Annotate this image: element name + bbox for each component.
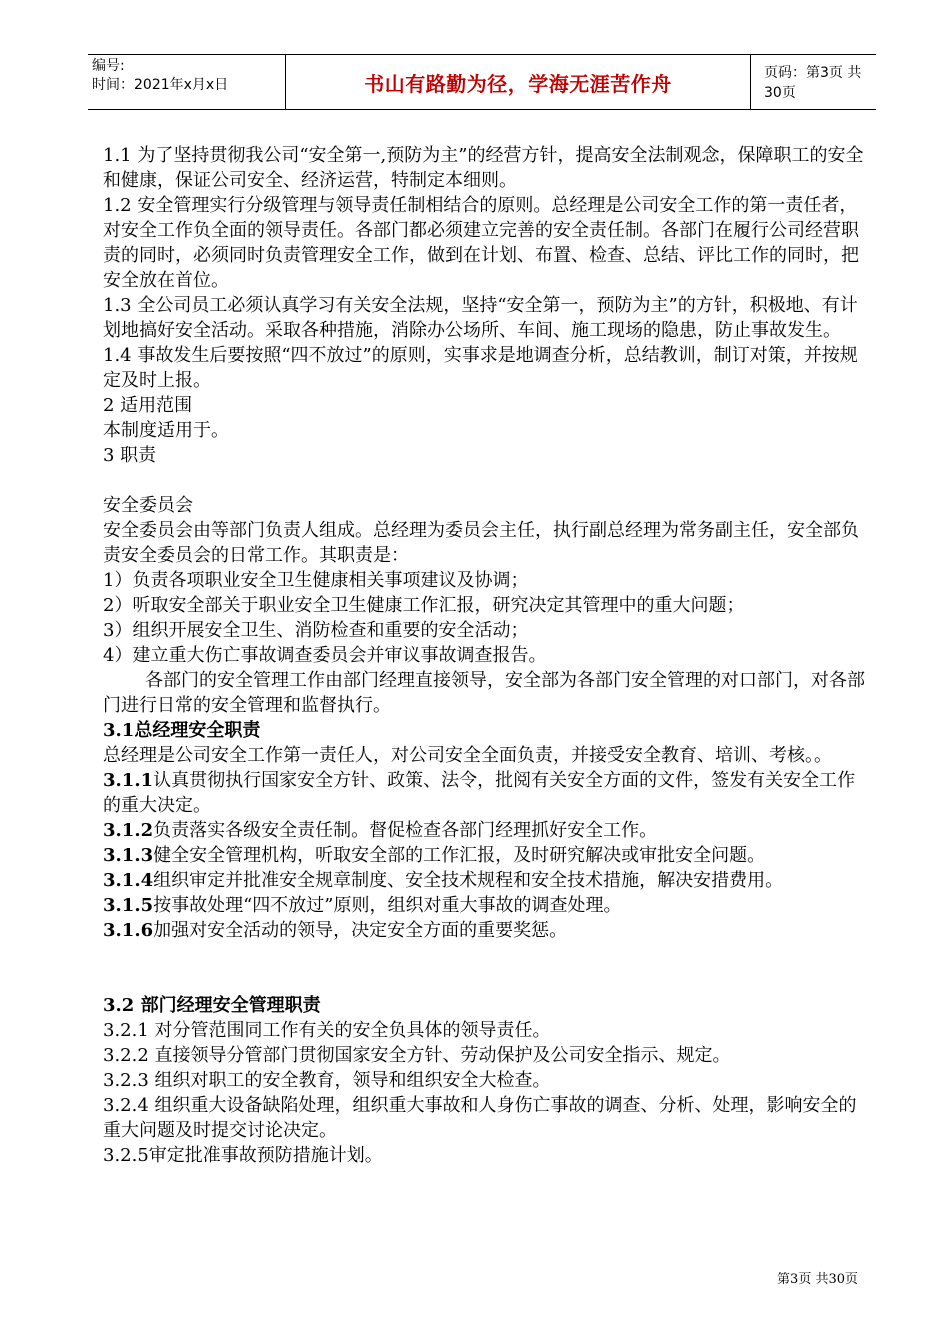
item-3-1-6-text: 加强对安全活动的领导，决定安全方面的重要奖惩。 — [153, 920, 568, 941]
page-header — [88, 54, 876, 110]
committee-duty-2: 2）听取安全部关于职业安全卫生健康工作汇报，研究决定其管理中的重大问题； — [103, 595, 745, 616]
committee-duty-4: 4）建立重大伤亡事故调查委员会并审议事故调查报告。 — [103, 645, 547, 666]
section-3-2-heading: 3.2 部门经理安全管理职责 — [103, 995, 321, 1016]
item-3-1-3-text: 健全安全管理机构，听取安全部的工作汇报，及时研究解决或审批安全问题。 — [153, 845, 766, 866]
header-motto: 书山有路勤为径，学海无涯苦作舟 — [364, 71, 672, 96]
item-3-2-3: 3.2.3 组织对职工的安全教育，领导和组织安全大检查。 — [103, 1070, 551, 1091]
committee-duty-1: 1）负责各项职业安全卫生健康相关事项建议及协调； — [103, 570, 529, 591]
document-body — [103, 143, 865, 1168]
section-2-text: 本制度适用于。 — [103, 420, 229, 441]
item-3-2-5: 3.2.5审定批准事故预防措施计划。 — [103, 1145, 383, 1166]
section-3-1-heading: 3.1总经理安全职责 — [103, 720, 261, 741]
header-time: 时间：2021年x月x日 — [92, 77, 229, 93]
item-3-1-1 — [103, 768, 865, 818]
item-3-1-6 — [103, 918, 865, 943]
section-3-heading: 3 职责 — [103, 445, 157, 466]
section-2-heading: 2 适用范围 — [103, 395, 193, 416]
item-3-1-5 — [103, 893, 865, 918]
committee-duty-3: 3）组织开展安全卫生、消防检查和重要的安全活动； — [103, 620, 529, 641]
item-3-1-5-text: 按事故处理“四不放过”原则，组织对重大事故的调查处理。 — [153, 895, 622, 916]
header-number: 编号: — [92, 58, 125, 74]
paragraph-1-4: 1.4 事故发生后要按照“四不放过”的原则，实事求是地调查分析，总结教训，制订对策，并按规定及时上报。 — [103, 345, 858, 391]
item-3-1-6-number: 3.1.6 — [103, 920, 154, 941]
item-3-1-3-number: 3.1.3 — [103, 845, 154, 866]
paragraph-1-1: 1.1 为了坚持贯彻我公司“安全第一,预防为主”的经营方针，提高安全法制观念，保障职工的安全和健康，保证公司安全、经济运营，特制定本细则。 — [103, 145, 864, 191]
item-3-1-2-text: 负责落实各级安全责任制。督促检查各部门经理抓好安全工作。 — [153, 820, 658, 841]
department-text: 各部门的安全管理工作由部门经理直接领导，安全部为各部门安全管理的对口部门，对各部门进行日常的安全管理和监督执行。 — [103, 670, 865, 716]
header-motto-cell — [286, 55, 751, 109]
paragraph-1-2: 1.2 安全管理实行分级管理与领导责任制相结合的原则。总经理是公司安全工作的第一责任者，对安全工作负全面的领导责任。各部门都必须建立完善的安全责任制。各部门在履行公司经营职责的同时，必须同时负责管理安全工作，做到在计划、布置、检查、总结、评比工作的同时，把安全放在首位。 — [103, 195, 859, 291]
section-3-1-text: 总经理是公司安全工作第一责任人，对公司安全全面负责，并接受安全教育、培训、考核。。 — [103, 745, 832, 766]
item-3-1-2 — [103, 818, 865, 843]
paragraph-1-3: 1.3 全公司员工必须认真学习有关安全法规，坚持“安全第一，预防为主”的方针，积极地、有计划地搞好安全活动。采取各种措施，消除办公场所、车间、施工现场的隐患，防止事故发生。 — [103, 295, 858, 341]
item-3-2-1: 3.2.1 对分管范围同工作有关的安全负具体的领导责任。 — [103, 1020, 551, 1041]
item-3-2-2: 3.2.2 直接领导分管部门贯彻国家安全方针、劳动保护及公司安全指示、规定。 — [103, 1045, 731, 1066]
item-3-1-5-number: 3.1.5 — [103, 895, 154, 916]
item-3-1-1-text: 认真贯彻执行国家安全方针、政策、法令，批阅有关安全方面的文件，签发有关安全工作的重大决定。 — [103, 770, 856, 816]
item-3-1-4 — [103, 868, 865, 893]
header-meta — [88, 55, 286, 109]
item-3-2-4: 3.2.4 组织重大设备缺陷处理，组织重大事故和人身伤亡事故的调查、分析、处理，影响安全的重大问题及时提交讨论决定。 — [103, 1095, 857, 1141]
item-3-1-2-number: 3.1.2 — [103, 820, 154, 841]
item-3-1-4-number: 3.1.4 — [103, 870, 154, 891]
item-3-1-4-text: 组织审定并批准安全规章制度、安全技术规程和安全技术措施，解决安措费用。 — [153, 870, 784, 891]
committee-title: 安全委员会 — [103, 495, 193, 516]
header-page-number: 页码：第3页 共30页 — [764, 65, 862, 101]
item-3-1-3 — [103, 843, 865, 868]
committee-text: 安全委员会由等部门负责人组成。总经理为委员会主任，执行副总经理为常务副主任，安全部负责安全委员会的日常工作。其职责是： — [103, 520, 859, 566]
item-3-1-1-number: 3.1.1 — [103, 770, 154, 791]
page-footer: 第3页 共30页 — [777, 1272, 858, 1287]
